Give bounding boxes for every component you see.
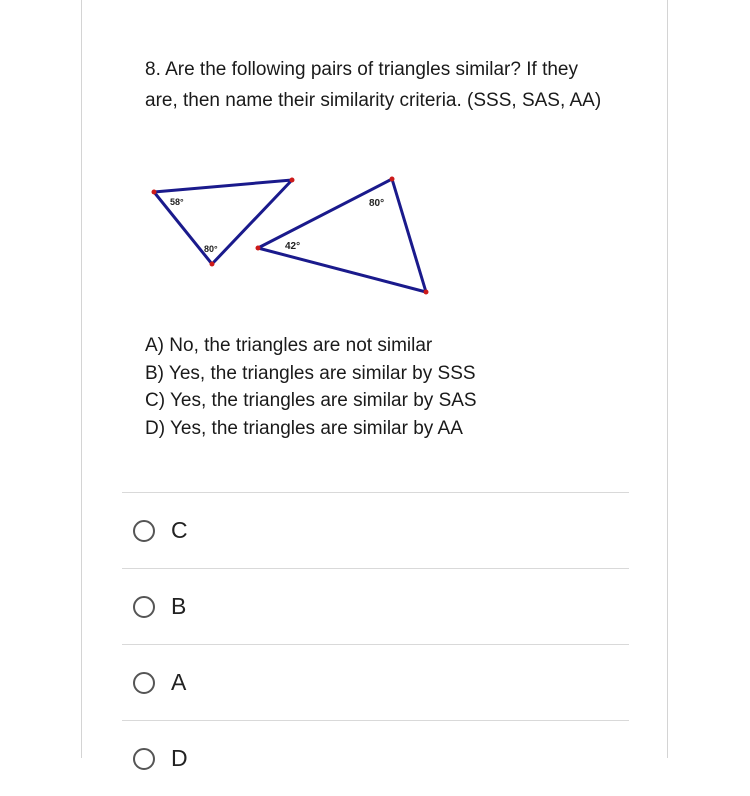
angle-label-58: 58° — [170, 197, 184, 207]
choice-c: C) Yes, the triangles are similar by SAS — [145, 390, 477, 411]
radio-circle-icon[interactable] — [133, 672, 155, 694]
choice-b: B) Yes, the triangles are similar by SSS — [145, 362, 476, 384]
option-label: B — [171, 593, 187, 619]
angle-label-80-right: 80° — [369, 198, 385, 209]
option-d[interactable] — [122, 720, 629, 796]
choice-d: D) Yes, the triangles are similar by AA — [145, 417, 463, 439]
option-b[interactable] — [122, 568, 629, 644]
right-triangle — [258, 179, 426, 292]
angle-label-80-left: 80° — [204, 244, 218, 254]
option-label: A — [171, 669, 187, 695]
vertex-dot — [256, 246, 261, 251]
vertex-dot — [290, 178, 295, 183]
triangles-figure — [150, 168, 440, 303]
radio-circle-icon[interactable] — [133, 520, 155, 542]
radio-circle-icon[interactable] — [133, 748, 155, 770]
radio-circle-icon[interactable] — [133, 596, 155, 618]
choice-a: A) No, the triangles are not similar — [145, 335, 433, 356]
options-list — [122, 492, 629, 796]
vertex-dot — [152, 190, 157, 195]
answer-choices — [145, 332, 477, 442]
angle-label-42: 42° — [285, 241, 301, 252]
option-label: D — [171, 745, 188, 771]
option-c[interactable] — [122, 492, 629, 568]
vertex-dot — [210, 262, 215, 267]
vertex-dot — [424, 290, 429, 295]
question-card — [81, 0, 668, 771]
vertex-dot — [390, 177, 395, 182]
option-label: C — [171, 517, 188, 543]
question-text: 8. Are the following pairs of triangles similar? If they are, then name their similarity criteria. (SSS, SAS, AA) — [145, 59, 602, 111]
option-a[interactable] — [122, 644, 629, 720]
